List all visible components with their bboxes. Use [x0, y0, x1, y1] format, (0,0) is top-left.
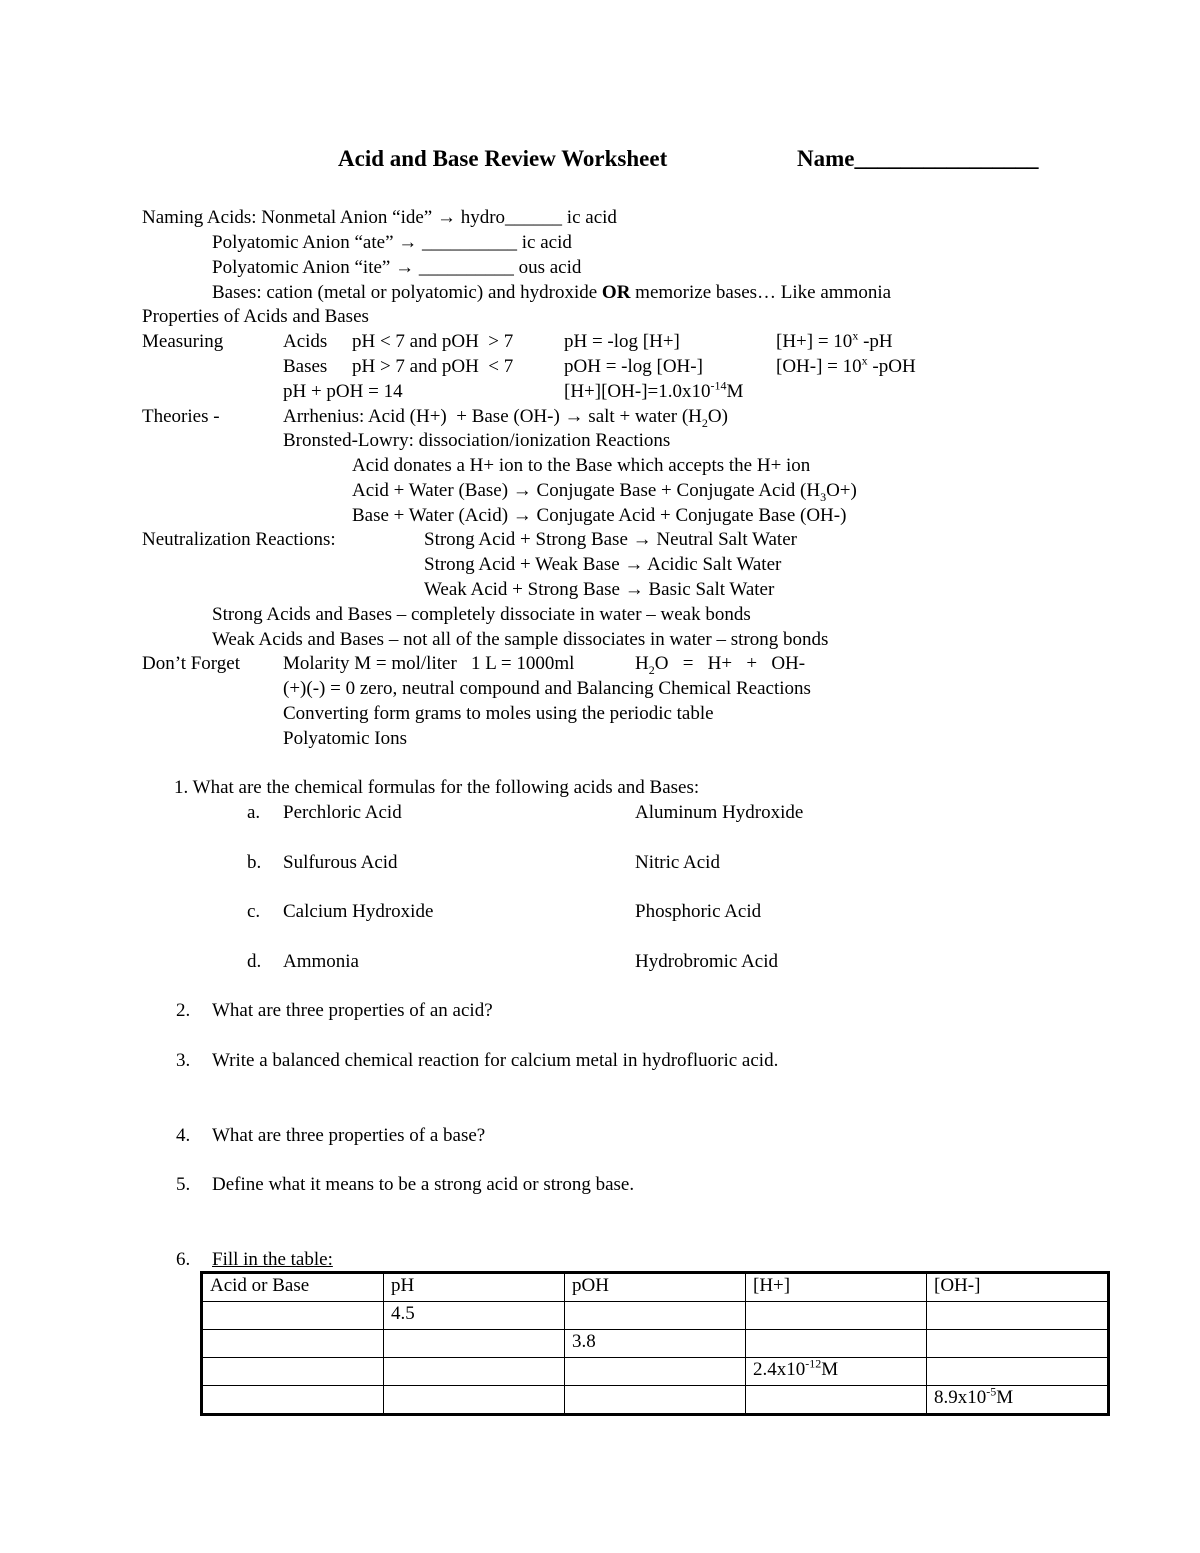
- bases-condition: pH > 7 and pOH < 7: [352, 356, 514, 377]
- q1-letter: c.: [247, 901, 261, 922]
- oh-value-post: M: [996, 1387, 1014, 1408]
- q1-item-right: Nitric Acid: [635, 852, 720, 873]
- q1-item-left: Perchloric Acid: [283, 802, 402, 823]
- arrhenius: [283, 406, 728, 430]
- q1-letter: a.: [247, 802, 261, 823]
- name-field[interactable]: Name________________: [797, 146, 1039, 171]
- q1-item-left: Sulfurous Acid: [283, 852, 398, 873]
- fill-in-table: [200, 1271, 1110, 1416]
- oh-formula-sup: x: [861, 353, 868, 368]
- kw-sup: -14: [710, 378, 727, 393]
- ph-poh-sum: pH + pOH = 14: [283, 381, 403, 402]
- q1-item-right: Aluminum Hydroxide: [635, 802, 804, 823]
- table-header: [H+]: [746, 1273, 927, 1302]
- water-dissociation: [635, 653, 806, 677]
- weak-acids-line: Weak Acids and Bases – not all of the sample dissociates in water – strong bonds: [212, 629, 829, 650]
- table-header: pOH: [565, 1273, 746, 1302]
- table-row: [202, 1302, 1109, 1330]
- table-row: [202, 1330, 1109, 1358]
- h-formula-post: -pH: [858, 331, 893, 352]
- table-cell[interactable]: [927, 1302, 1109, 1330]
- naming-acids-ide: Naming Acids: Nonmetal Anion “ide” → hydro______ ic acid: [142, 207, 617, 228]
- table-cell[interactable]: [384, 1330, 565, 1358]
- table-cell: [927, 1386, 1109, 1415]
- question-6: Fill in the table:: [212, 1249, 333, 1270]
- table-cell[interactable]: [384, 1386, 565, 1415]
- kw-pre: [H+][OH-]=1.0x10: [564, 381, 711, 402]
- neutralization-r2: Strong Acid + Weak Base → Acidic Salt Water: [424, 554, 782, 575]
- h-formula-sup: x: [852, 328, 859, 343]
- kw-formula: [564, 378, 744, 402]
- bl2-pre: Acid + Water (Base) → Conjugate Base + Conjugate Acid (H: [352, 480, 821, 501]
- table-cell[interactable]: [202, 1386, 384, 1415]
- table-cell[interactable]: [202, 1358, 384, 1386]
- naming-acids-ite: Polyatomic Anion “ite” → __________ ous acid: [212, 257, 582, 278]
- bl2-sub: 3: [820, 489, 827, 504]
- oh-value-pre: 8.9x10: [934, 1387, 987, 1408]
- table-cell: [746, 1358, 927, 1386]
- table-row: [202, 1358, 1109, 1386]
- bases-pre: Bases: cation (metal or polyatomic) and hydroxide: [212, 282, 602, 303]
- arrhenius-post: O): [707, 406, 728, 427]
- charges-line: (+)(-) = 0 zero, neutral compound and Balancing Chemical Reactions: [283, 678, 811, 699]
- bronsted-line-1: Acid donates a H+ ion to the Base which accepts the H+ ion: [352, 455, 811, 476]
- q1-item-right: Phosphoric Acid: [635, 901, 762, 922]
- dont-forget-label: Don’t Forget: [142, 653, 240, 674]
- table-row: [202, 1386, 1109, 1415]
- kw-post: M: [726, 381, 744, 402]
- measuring-acids: Acids: [283, 331, 328, 352]
- question-4: What are three properties of a base?: [212, 1125, 486, 1146]
- table-header: Acid or Base: [202, 1273, 384, 1302]
- oh-formula: [776, 353, 916, 377]
- h-formula: [776, 328, 893, 352]
- question-5: Define what it means to be a strong acid or strong base.: [212, 1174, 635, 1195]
- arrhenius-pre: Arrhenius: Acid (H+) + Base (OH-) → salt + water (H: [283, 406, 702, 427]
- table-cell[interactable]: [565, 1358, 746, 1386]
- q1-letter: b.: [247, 852, 262, 873]
- h-value-post: M: [821, 1359, 839, 1380]
- q1-item-left: Calcium Hydroxide: [283, 901, 434, 922]
- table-cell[interactable]: [927, 1358, 1109, 1386]
- measuring-bases: Bases: [283, 356, 328, 377]
- water-post: O = H+ + OH-: [654, 653, 806, 674]
- table-cell[interactable]: [202, 1330, 384, 1358]
- naming-bases: [212, 283, 891, 302]
- bl2-post: O+): [826, 480, 857, 501]
- bronsted-line-2: [352, 480, 857, 504]
- table-header-row: [202, 1273, 1109, 1302]
- question-1: 1. What are the chemical formulas for the following acids and Bases:: [174, 777, 700, 798]
- h-formula-pre: [H+] = 10: [776, 331, 853, 352]
- q1-letter: d.: [247, 951, 262, 972]
- bases-post: memorize bases… Like ammonia: [630, 282, 892, 303]
- table-cell: 4.5: [384, 1302, 565, 1330]
- converting-line: Converting form grams to moles using the periodic table: [283, 703, 714, 724]
- oh-value-sup: -5: [986, 1384, 997, 1399]
- table-cell[interactable]: [746, 1386, 927, 1415]
- bronsted-line-3: Base + Water (Acid) → Conjugate Acid + Conjugate Base (OH-): [352, 505, 847, 526]
- properties-heading: Properties of Acids and Bases: [142, 306, 369, 327]
- arrhenius-sub: 2: [701, 415, 708, 430]
- question-2: What are three properties of an acid?: [212, 1000, 493, 1021]
- oh-formula-post: -pOH: [867, 356, 916, 377]
- ph-formula: pH = -log [H+]: [564, 331, 680, 352]
- water-sub: 2: [648, 662, 655, 677]
- neutralization-label: Neutralization Reactions:: [142, 529, 336, 550]
- table-cell[interactable]: [927, 1330, 1109, 1358]
- q1-item-left: Ammonia: [283, 951, 359, 972]
- poh-formula: pOH = -log [OH-]: [564, 356, 703, 377]
- table-cell[interactable]: [384, 1358, 565, 1386]
- question-number: 5.: [176, 1174, 191, 1195]
- question-number: 2.: [176, 1000, 191, 1021]
- naming-acids-ate: Polyatomic Anion “ate” → __________ ic acid: [212, 232, 572, 253]
- question-number: 6.: [176, 1249, 191, 1270]
- h-value-sup: -12: [805, 1356, 822, 1371]
- table-cell: 3.8: [565, 1330, 746, 1358]
- question-number: 4.: [176, 1125, 191, 1146]
- table-cell[interactable]: [746, 1302, 927, 1330]
- bronsted-lowry: Bronsted-Lowry: dissociation/ionization Reactions: [283, 430, 671, 451]
- question-3: Write a balanced chemical reaction for calcium metal in hydrofluoric acid.: [212, 1050, 779, 1071]
- acids-condition: pH < 7 and pOH > 7: [352, 331, 514, 352]
- table-cell[interactable]: [565, 1302, 746, 1330]
- neutralization-r3: Weak Acid + Strong Base → Basic Salt Water: [424, 579, 775, 600]
- molarity: Molarity M = mol/liter 1 L = 1000ml: [283, 653, 575, 674]
- table-cell[interactable]: [565, 1386, 746, 1415]
- water-pre: H: [635, 653, 649, 674]
- h-value-pre: 2.4x10: [753, 1359, 806, 1380]
- page-title: Acid and Base Review Worksheet: [338, 146, 668, 171]
- neutralization-r1: Strong Acid + Strong Base → Neutral Salt Water: [424, 529, 797, 550]
- measuring-label: Measuring: [142, 331, 224, 352]
- polyatomic-ions: Polyatomic Ions: [283, 728, 408, 749]
- table-cell[interactable]: [746, 1330, 927, 1358]
- strong-acids-line: Strong Acids and Bases – completely dissociate in water – weak bonds: [212, 604, 751, 625]
- table-cell[interactable]: [202, 1302, 384, 1330]
- oh-formula-pre: [OH-] = 10: [776, 356, 862, 377]
- bases-or: OR: [601, 282, 631, 303]
- question-number: 3.: [176, 1050, 191, 1071]
- table-header: pH: [384, 1273, 565, 1302]
- table-header: [OH-]: [927, 1273, 1109, 1302]
- q1-item-right: Hydrobromic Acid: [635, 951, 779, 972]
- theories-label: Theories -: [142, 406, 220, 427]
